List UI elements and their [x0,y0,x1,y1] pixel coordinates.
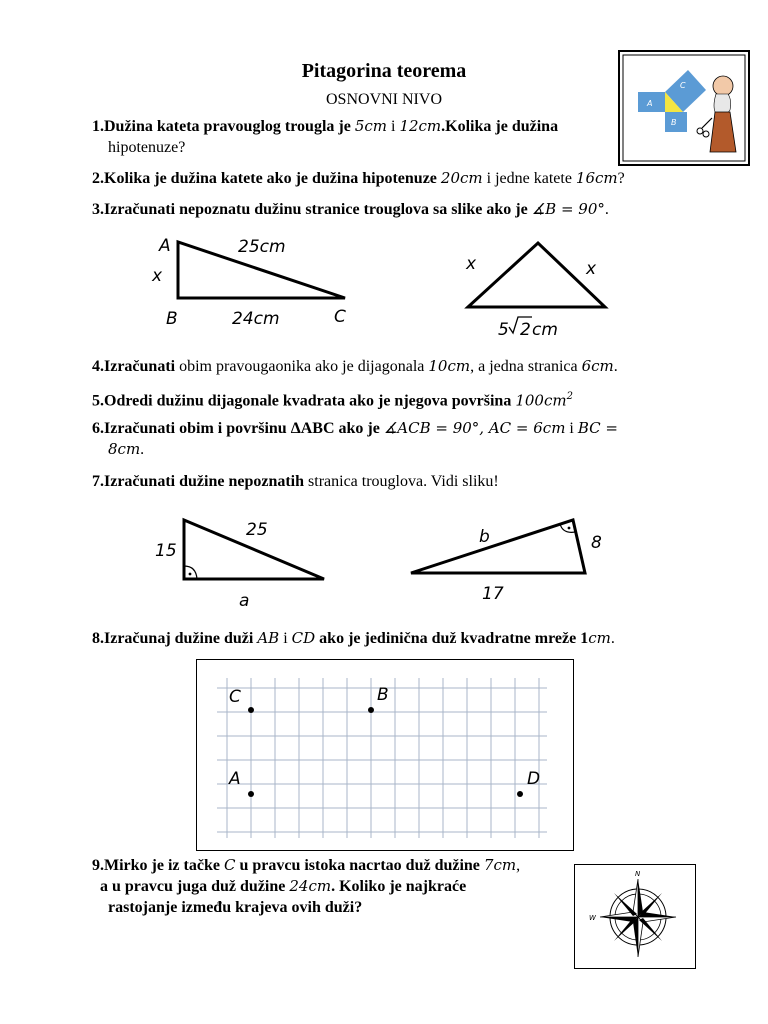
page-subtitle: OSNOVNI NIVO [326,91,442,108]
q8-and: i [283,630,288,647]
q2-text-2: i jedne katete [486,170,572,187]
square-a [638,92,665,112]
question-3 [92,199,712,220]
compass-rose [575,865,695,968]
q6-value-2: BC = [577,419,618,437]
q4-value-1: 10cm [428,357,471,375]
q9-value-2: 24cm [289,877,332,895]
q4-text-2: obim pravougaonika ako je dijagonala [179,358,425,375]
q5-number: 5. [92,392,104,410]
label-base: 24cm [232,309,280,329]
question-8 [92,628,712,649]
label-A: A [159,236,171,256]
q8-unit: cm [588,629,611,647]
q9-number: 9. [92,857,104,874]
q1-text-2: .Kolika je dužina [441,118,559,135]
question-1 [92,116,612,158]
q8-segment-ab: AB [257,629,280,647]
label-C: C [334,307,346,327]
pythagoras-illustration [618,50,750,166]
q3-number: 3. [92,201,104,218]
q9-text-4: a u pravcu juga duž dužine [100,878,286,895]
label-a: A [647,99,653,108]
label-hypotenuse: 25cm [238,237,286,257]
q3-angle: ∡B = 90° [531,200,605,218]
q1-text: Dužina kateta pravouglog trougla je [104,118,351,135]
label-c: C [680,81,686,90]
question-5 [92,386,712,411]
label-15: 15 [155,541,177,561]
q9-value-1: 7cm [483,856,517,874]
q5-text: Odredi dužinu dijagonale kvadrata ako je njegova površina [104,392,512,410]
q6-value-3: 8cm [108,440,141,458]
q8-text-3: . [610,630,615,647]
figure-3a-right-triangle [150,232,365,332]
q6-text: Izračunati obim i površinu ΔABC ako je [104,420,380,437]
label-b: B [671,118,677,127]
label-8: 8 [591,533,602,553]
q1-value-1: 5cm [354,117,387,135]
question-4 [92,356,712,377]
q4-value-2: 6cm [581,357,614,375]
point-A [248,791,254,797]
base-coefficient: 5 [498,320,509,340]
q5-value: 100cm [515,391,567,410]
label-x: x [152,266,163,286]
q8-text-2: ako je jedinična duž kvadratne mreže 1 [319,630,589,647]
label-x-right: x [586,259,597,279]
figure-3b-isosceles-triangle [460,235,620,343]
q1-number: 1. [92,118,104,135]
q3-text: Izračunati nepoznatu dužinu stranice trouglova sa slike ako je [104,201,528,218]
q8-text: Izračunaj dužine duži [104,630,254,647]
q9-text-6: rastojanje između krajeva ovih duži? [108,899,363,916]
q4-text-4: . [613,358,618,375]
q5-exponent: 2 [566,391,573,402]
q1-text-3: hipotenuze? [108,139,186,156]
question-6 [92,418,652,460]
q9-text-2: u pravcu istoka nacrtao duž dužine [239,857,480,874]
q1-and: i [390,118,396,135]
q2-value-1: 20cm [440,169,483,187]
compass-west-label: W [589,914,596,922]
base-unit: cm [532,320,558,340]
base-radicand: 2 [520,320,531,340]
grid-label-A: A [229,769,241,789]
q7-number: 7. [92,473,104,490]
page-title: Pitagorina teorema [301,60,467,82]
label-B: B [166,309,178,329]
q4-number: 4. [92,358,104,375]
grid-label-B: B [377,685,389,705]
q4-text-3: , a jedna stranica [470,358,578,375]
point-D [517,791,523,797]
grid-figure-frame [196,659,574,851]
figure-7b-right-triangle [405,508,615,608]
question-2 [92,168,692,189]
q8-number: 8. [92,630,104,647]
right-angle-mark [184,566,197,579]
grid-figure [197,660,573,850]
q9-text: Mirko je iz tačke [104,857,220,874]
grid-label-C: C [229,687,241,707]
figure-7a-right-triangle [150,510,335,612]
label-x-left: x [466,254,477,274]
point-B [368,707,374,713]
compass-north-label: N [635,870,641,878]
q9-text-3: , [516,857,521,874]
q9-point-c: C [223,856,236,874]
q2-text-3: ? [617,170,625,187]
q3-text-2: . [604,201,609,218]
point-C [248,707,254,713]
q2-number: 2. [92,170,104,187]
q6-value-1: ∡ACB = 90°, AC = 6cm [383,419,566,437]
q6-number: 6. [92,420,104,437]
q7-text: Izračunati dužine nepoznatih [104,473,305,490]
q9-text-5: . Koliko je najkraće [331,878,467,895]
grid-label-D: D [527,769,541,789]
q8-segment-cd: CD [291,629,316,647]
question-7 [92,471,712,492]
label-b: b [479,527,490,547]
label-base-5sqrt2 [498,317,558,340]
q4-text: Izračunati [104,358,176,375]
q2-value-2: 16cm [575,169,618,187]
q1-value-2: 12cm [399,117,442,135]
label-25: 25 [246,520,268,540]
square-b [665,112,687,132]
q6-and: i [569,420,574,437]
q6-text-3: . [140,441,145,458]
q7-text-2: stranica trouglova. Vidi sliku! [308,473,499,490]
label-a: a [239,591,250,611]
label-17: 17 [482,584,504,604]
compass-frame [574,864,696,969]
q2-text: Kolika je dužina katete ako je dužina hipotenuze [104,170,437,187]
question-9 [92,855,562,918]
